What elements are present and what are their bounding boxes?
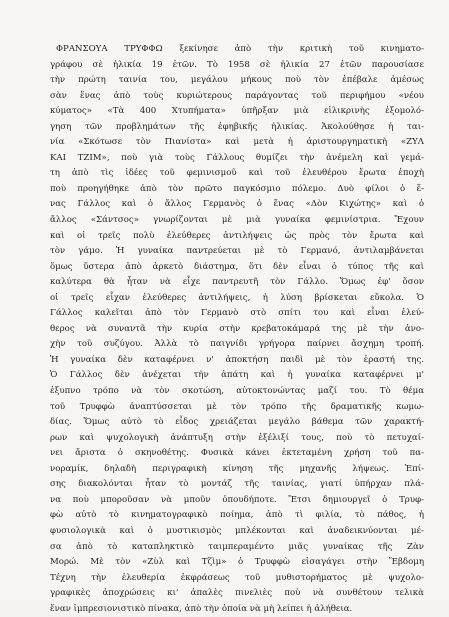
article-line: να ποὺ μποροῦσαν νὰ μποῦν ὁπουδήποτε. Ἔτσι δημιουργεῖ ὁ Τρυφ- — [50, 494, 424, 505]
article-line: καλύτερα θὰ ἦταν νὰ εἶχε παντρευτῆ τὸν Γάλλο. Ὅμως ἐφ' ὅσον — [50, 277, 424, 288]
article-line: ὅμως ὕστερα ἀπὸ ἀρκετὸ διάστημα, ὅτι δὲν εἶναι ὁ τύπος τῆς καὶ — [50, 261, 424, 272]
article-line: ἄλλος «Σάντσος» γνωρίζονται μὲ μιὰ γυναίκα φεμινίστρια. Ἔχουν — [50, 215, 424, 226]
article-line: νία «Σκότωσε τὸν Πιανίστα» καὶ μετὰ ἡ ἀριστουργηματικὴ «ΖΥΛ — [50, 137, 424, 148]
article-line: χὴν τοῦ συζύγου. Ἀλλὰ τὸ παιγνίδι γρήγορα παίρνει ἄσχημη τροπή. — [50, 339, 424, 350]
article-body — [50, 42, 424, 617]
article-line: Τέχνη τὴν ἐλευθερία ἐκφράσεως τοῦ μυθιστορήματος μὲ ψυχολο- — [50, 572, 424, 583]
article-line: ποὺ προηγήθηκε ἀπὸ τὸν πρῶτο παγκόσμιο πόλεμο. Δυὸ φίλοι ὁ ἕ- — [50, 183, 424, 194]
article-line: σης διακολόνται ἦταν τὸ μοντάζ τῆς ταινίας, γιατί ὑπήρχαν πλά- — [50, 479, 424, 490]
article-line: θερος νὰ συναντᾶ τὴν κυρία στὴν κρεβατοκάμαρά της μὲ τὴν ἀνο- — [50, 323, 424, 334]
article-line: τὴν πρώτη ταινία του, μεγάλου μήκους ποὺ τὸν ἐπέβαλε ἀμέσως — [50, 75, 424, 86]
article-line: τη ἀπὸ τὶς ἰδέες τοῦ φεμινισμοῦ καὶ τοῦ ἐλευθέρου ἔρωτα ἐποχὴ — [50, 168, 424, 179]
article-line: γραφικὲς ἀποχρώσεις κι' ἁπαλὲς πινελιὲς ποὺ νὰ συνθέτουν τελικὰ — [50, 588, 424, 599]
article-line: ἐξυπνο τρόπο νὰ τὸν σκοτώση, αὐτοκτονώντας μαζί του. Τὸ θέμα — [50, 386, 424, 397]
article-line: φὼ αὐτὸ τὸ κινηματογραφικὸ ποίημα, ἀπὸ τὶ φιλία, τὸ πάθος, ἡ — [50, 510, 424, 521]
article-line: κύματος» «Τὰ 400 Χτυπήματα» ὑπῆρξαν μιὰ εἰλικρινὴς ἐξομολό- — [50, 106, 424, 117]
article-line: ἕναν ἰμπρεσιονιστικὸ πίνακα, ἀπὸ τὴν ὁποία νὰ μὴ λείπει ἡ ἀλήθεια. — [50, 603, 353, 614]
article-line: καὶ οἱ τρεῖς πολὺ ἐλεύθερες ἀντιλήψεις ὡς πρὸς τὸν ἔρωτα καὶ — [50, 230, 424, 241]
article-line: νοραμίκ, δηλαδὴ περιγραφικὴ κίνηση τῆς μηχανῆς λήψεως. Ἐπί- — [50, 463, 424, 474]
article-line: οἱ τρεῖς εἶχαν ἐλεύθερες ἀντιλήψεις, ἡ λύση βρίσκεται εὔκολα. Ὁ — [50, 292, 424, 303]
article-line: νας Γάλλος καὶ ὁ ἄλλος Γερμανὸς ὁ ἕνας «Δὸν Κιχώτης» καὶ ὁ — [50, 199, 424, 210]
article-line: Ὁ Γάλλος δὲν ἀνέχεται τὴν ἀπάτη καὶ ἡ γυναίκα καταφέρνει μ' — [50, 370, 424, 381]
article-line: γηση τῶν προβλημάτων τῆς ἐφηβικῆς ἡλικίας. Ἀκολούθησε ἡ ται- — [50, 121, 424, 132]
article-line: τοῦ Τρυφφὼ ἀναπτύσσεται μὲ τὸν τρόπο τῆς δραματικῆς κωμω- — [50, 401, 424, 412]
article-line: σα ἀπὸ τὸ καταπληκτικὸ ταιμπεραμέντο μιᾶς γυναίκας τῆς Ζὰν — [50, 541, 424, 552]
article-opening-line: ΦΡΑΝΣΟΥΑ ΤΡΥΦΦΩ ξεκίνησε ἀπὸ τὴν κριτικὴ τοῦ κινηματο- — [56, 44, 424, 54]
article-line: νει ἄριστα ὁ σκηνοθέτης. Φυσικὰ κάνει ἐκτεταμένη χρήση τοῦ πα- — [50, 448, 424, 459]
article-line: Γάλλος καλεῖται ἀπὸ τὸν Γερμανὸ στὸ σπίτι του καὶ εἶναι ἐλεύ- — [50, 308, 424, 319]
article-line: σὰν ἕνας ἀπὸ τοὺς κυριώτερους παράγοντας τοῦ περιφήμου «νέου — [50, 90, 424, 101]
article-line: τὸν γάμο. Ἡ γυναίκα παντρεύεται μὲ τὸ Γερμανό, ἀντιλαμβάνεται — [50, 246, 424, 257]
article-line: Μορώ. Μὲ τὸν «Ζὺλ καὶ Τζὶμ» ὁ Τρυφφὼ εἰσαγάγει στὴν Ἕβδομη — [50, 557, 424, 568]
article-line: Ἡ γυναίκα δὲν καταφέρνει ν' ἀποκτήση παιδὶ μὲ τὸν ἐραστή της. — [50, 354, 424, 365]
article-line: γράφου σὲ ἡλικία 19 ἐτῶν. Τὸ 1958 σὲ ἡλικία 27 ἐτῶν παρουσίασε — [50, 59, 424, 70]
article-line: ρων καὶ ψυχολογικὴ ἀνάπτυξη στὴν ἐξέλιξί τους, ποὺ τὸ πετυχαί- — [50, 432, 424, 443]
article-line: ΚΑΙ ΤΖΙΜ», ποὺ γιὰ τοὺς Γάλλους θυμίζει τὴν ἀνέμελη καὶ γεμά- — [50, 152, 424, 163]
article-line: δίας. Ὅμως αὐτὸ τὸ εἶδος χρειάζεται μεγάλο βάθεμα τῶν χαρακτή- — [50, 417, 424, 428]
article-line: φυσιολογικὰ καὶ ὁ μυστικισμὸς μπλέκονται καὶ ἀναδεικνύονται μέ- — [50, 525, 424, 536]
